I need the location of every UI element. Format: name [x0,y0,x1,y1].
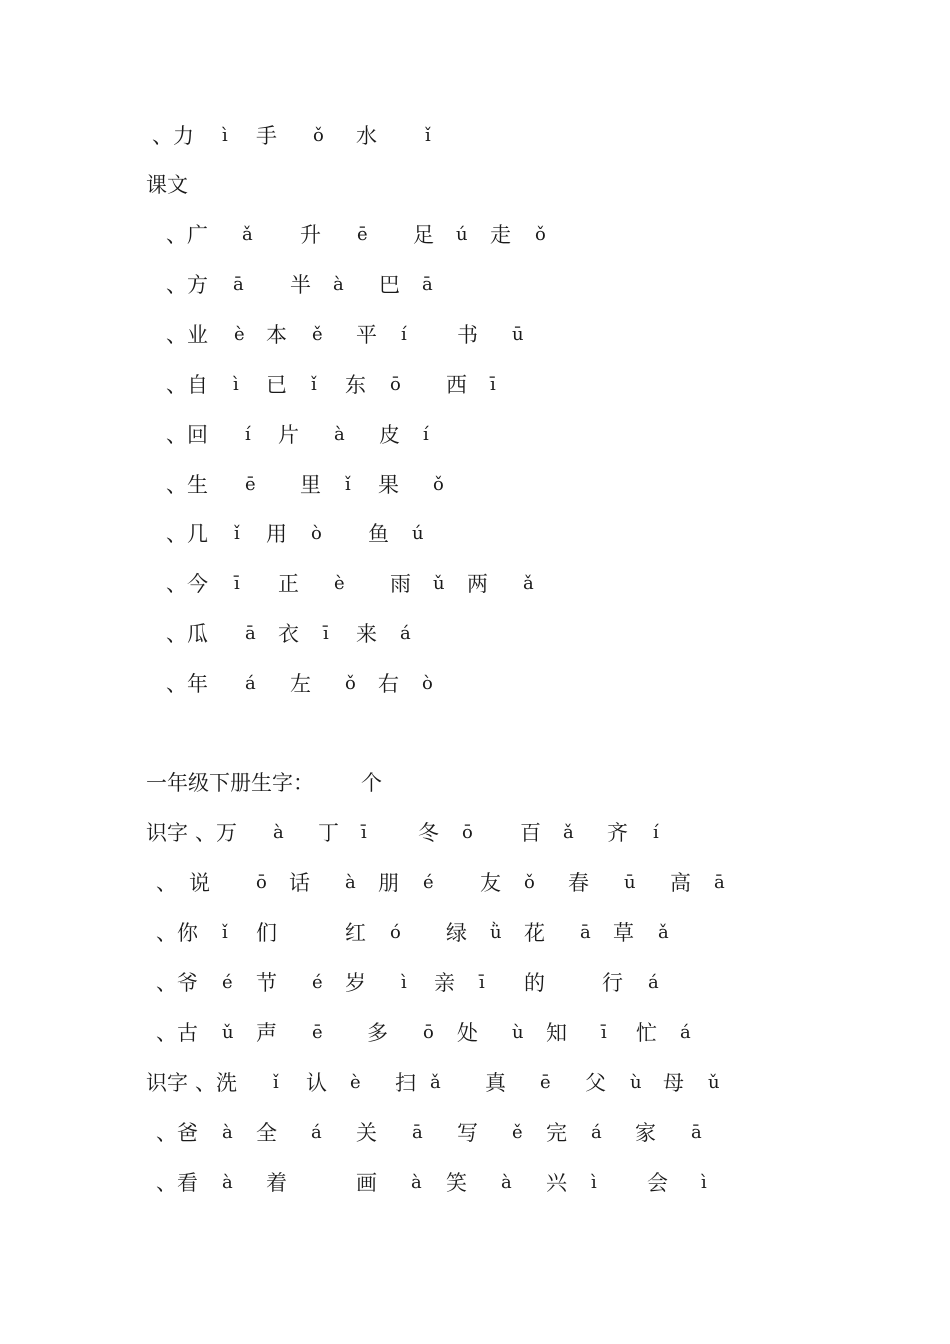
character-text: 水 [356,124,377,148]
text-line [0,468,950,502]
text-line [0,119,950,153]
character-text: 母 [663,1071,684,1095]
character-text: 冬 [418,821,439,845]
pinyin-tone: à [345,872,356,893]
character-text: 皮 [379,423,400,447]
pinyin-tone: ē [245,474,256,495]
pinyin-tone: ú [412,523,424,544]
character-text: 一年级下册生字： [146,771,314,795]
pinyin-tone: á [680,1022,691,1043]
pinyin-tone: í [401,324,407,345]
character-text: 识字 [146,1071,188,1095]
character-text: 高 [670,871,691,895]
character-text: 个 [361,771,382,795]
character-text: 百 [520,821,541,845]
character-text: 红 [345,921,366,945]
pinyin-tone: ā [714,872,725,893]
character-text: 、广 [166,223,208,247]
pinyin-tone: è [350,1072,361,1093]
pinyin-tone: ē [312,1022,323,1043]
pinyin-tone: í [653,822,659,843]
character-text: 认 [306,1071,327,1095]
character-text: 西 [446,373,467,397]
pinyin-tone: ū [624,872,636,893]
character-text: 真 [485,1071,506,1095]
pinyin-tone: ě [312,324,323,345]
pinyin-tone: í [245,424,251,445]
pinyin-tone: ō [256,872,267,893]
pinyin-tone: ī [361,822,367,843]
character-text: 东 [345,373,366,397]
character-text: 行 [602,971,623,995]
pinyin-tone: ǒ [433,474,444,495]
character-text: 齐 [607,821,628,845]
text-line [0,567,950,601]
character-text: 巴 [379,273,400,297]
character-text: 本 [266,323,287,347]
pinyin-tone: ò [311,523,322,544]
character-text: 、方 [166,273,208,297]
character-text: 手 [256,124,277,148]
character-text: 雨 [390,572,411,596]
pinyin-tone: ǐ [273,1072,279,1093]
pinyin-tone: ā [233,274,244,295]
character-text: 课文 [146,173,188,197]
pinyin-tone: à [222,1172,233,1193]
character-text: 完 [546,1121,567,1145]
character-text: 、回 [166,423,208,447]
pinyin-tone: ī [234,573,240,594]
character-text: 、年 [166,672,208,696]
text-line [0,866,950,900]
character-text: 、爷 [156,971,198,995]
character-text: 写 [457,1121,478,1145]
character-text: 、你 [156,921,198,945]
pinyin-tone: ú [456,224,468,245]
pinyin-tone: ā [422,274,433,295]
pinyin-tone: ī [323,623,329,644]
character-text: 、 [156,871,177,895]
character-text: 声 [256,1021,277,1045]
pinyin-tone: à [222,1122,233,1143]
character-text: 亲 [434,971,455,995]
character-text: 两 [467,572,488,596]
pinyin-tone: ó [390,922,401,943]
pinyin-tone: ì [401,972,407,993]
pinyin-tone: è [334,573,345,594]
character-text: 正 [278,572,299,596]
pinyin-tone: ù [512,1022,524,1043]
pinyin-tone: ē [357,224,368,245]
text-line [0,318,950,352]
text-line [0,168,950,202]
character-text: 春 [568,871,589,895]
pinyin-tone: ā [691,1122,702,1143]
pinyin-tone: ǎ [242,224,253,245]
pinyin-tone: è [234,324,245,345]
pinyin-tone: á [311,1122,322,1143]
pinyin-tone: ō [462,822,473,843]
character-text: 全 [256,1121,277,1145]
character-text: 草 [613,921,634,945]
character-text: 家 [635,1121,656,1145]
pinyin-tone: ǔ [708,1072,720,1093]
text-line [0,517,950,551]
character-text: 的 [524,971,545,995]
pinyin-tone: à [501,1172,512,1193]
pinyin-tone: ē [540,1072,551,1093]
text-line [0,268,950,302]
character-text: 多 [367,1021,388,1045]
pinyin-tone: ǒ [535,224,546,245]
pinyin-tone: á [648,972,659,993]
text-line [0,916,950,950]
text-line [0,966,950,1000]
pinyin-tone: ǔ [222,1022,234,1043]
character-text: 、洗 [195,1071,237,1095]
character-text: 足 [413,223,434,247]
character-text: 里 [300,473,321,497]
pinyin-tone: ī [479,972,485,993]
pinyin-tone: ò [422,673,433,694]
character-text: 说 [189,871,210,895]
character-text: 来 [356,622,377,646]
pinyin-tone: á [245,673,256,694]
character-text: 平 [356,323,377,347]
pinyin-tone: ǔ [433,573,445,594]
character-text: 、今 [166,572,208,596]
pinyin-tone: ì [591,1172,597,1193]
text-line [0,667,950,701]
character-text: 、业 [166,323,208,347]
text-line [0,418,950,452]
pinyin-tone: í [423,424,429,445]
pinyin-tone: ō [423,1022,434,1043]
character-text: 、万 [195,821,237,845]
character-text: 、爸 [156,1121,198,1145]
character-text: 、自 [166,373,208,397]
text-line [0,1116,950,1150]
character-text: 话 [289,871,310,895]
text-line [0,1016,950,1050]
pinyin-tone: ū [512,324,524,345]
pinyin-tone: ǎ [563,822,574,843]
pinyin-tone: é [312,972,323,993]
character-text: 笑 [446,1171,467,1195]
character-text: 右 [378,672,399,696]
character-text: 半 [290,273,311,297]
character-text: 已 [266,373,287,397]
pinyin-tone: à [333,274,344,295]
character-text: 关 [356,1121,377,1145]
character-text: 画 [356,1171,377,1195]
character-text: 花 [524,921,545,945]
character-text: 们 [256,921,277,945]
pinyin-tone: à [411,1172,422,1193]
character-text: 朋 [378,871,399,895]
character-text: 绿 [446,921,467,945]
character-text: 衣 [278,622,299,646]
pinyin-tone: ǐ [425,125,431,146]
character-text: 、看 [156,1171,198,1195]
character-text: 丁 [318,821,339,845]
pinyin-tone: ā [412,1122,423,1143]
pinyin-tone: ī [490,374,496,395]
pinyin-tone: ǒ [524,872,535,893]
character-text: 、几 [166,522,208,546]
character-text: 友 [480,871,501,895]
pinyin-tone: ì [701,1172,707,1193]
pinyin-tone: ì [222,125,228,146]
character-text: 、古 [156,1021,198,1045]
character-text: 节 [256,971,277,995]
pinyin-tone: á [400,623,411,644]
character-text: 片 [278,423,299,447]
pinyin-tone: ǎ [430,1072,441,1093]
character-text: 扫 [395,1071,416,1095]
character-text: 左 [290,672,311,696]
character-text: 识字 [146,821,188,845]
character-text: 果 [378,473,399,497]
character-text: 处 [457,1021,478,1045]
pinyin-tone: ī [601,1022,607,1043]
character-text: 兴 [546,1171,567,1195]
pinyin-tone: à [273,822,284,843]
pinyin-tone: ǎ [523,573,534,594]
text-line [0,368,950,402]
character-text: 用 [266,522,287,546]
pinyin-tone: ǒ [313,125,324,146]
pinyin-tone: ǐ [345,474,351,495]
pinyin-tone: à [334,424,345,445]
pinyin-tone: á [591,1122,602,1143]
pinyin-tone: ō [390,374,401,395]
pinyin-tone: é [222,972,233,993]
character-text: 、瓜 [166,622,208,646]
character-text: 会 [647,1171,668,1195]
pinyin-tone: ā [580,922,591,943]
pinyin-tone: é [423,872,434,893]
text-line [0,766,950,800]
text-line [0,617,950,651]
text-line [0,218,950,252]
character-text: 书 [457,323,478,347]
pinyin-tone: ǎ [658,922,669,943]
character-text: 忙 [636,1021,657,1045]
pinyin-tone: ǐ [234,523,240,544]
character-text: 鱼 [368,522,389,546]
character-text: 升 [300,223,321,247]
text-line [0,1166,950,1200]
character-text: 走 [490,223,511,247]
character-text: 知 [546,1021,567,1045]
pinyin-tone: ì [233,374,239,395]
character-text: 岁 [345,971,366,995]
text-line [0,1066,950,1100]
character-text: 着 [266,1171,287,1195]
pinyin-tone: ā [245,623,256,644]
character-text: 父 [585,1071,606,1095]
character-text: 、力 [152,124,194,148]
pinyin-tone: ǐ [222,922,228,943]
pinyin-tone: ǐ [311,374,317,395]
character-text: 、生 [166,473,208,497]
pinyin-tone: ǜ [490,922,502,943]
text-line [0,816,950,850]
pinyin-tone: ù [630,1072,642,1093]
pinyin-tone: ǒ [345,673,356,694]
pinyin-tone: ě [512,1122,523,1143]
